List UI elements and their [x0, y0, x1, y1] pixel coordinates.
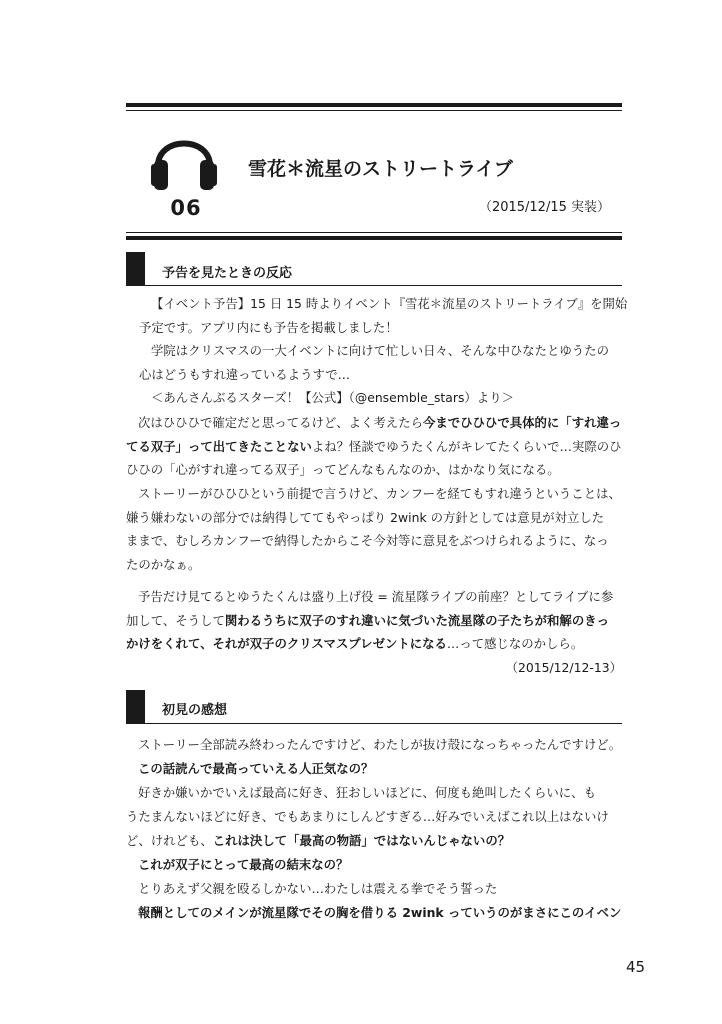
paragraph-line: ストーリー全部読み終わったんですけど、わたしが抜け殻になっちゃったんですけど。	[138, 737, 622, 752]
paragraph	[126, 482, 621, 576]
paragraph-line: この話読んで最高っていえる人正気なの？	[138, 761, 374, 776]
paragraph-line: ど、けれども、これは決して「最高の物語」ではないんじゃないの？	[126, 833, 511, 848]
paragraph-line: ひひの「心がすれ違ってる双子」ってどんなもんなのか、はかなり気になる。	[126, 462, 560, 477]
paragraph-line: てる双子」って出てきたことないよね？怪談でゆうたくんがキレてたくらいで…実際のひ	[126, 438, 622, 454]
quote-source: ＜あんさんぶるスターズ！【公式】（@ensemble_stars）より＞	[151, 390, 514, 405]
header-rule-top-thick	[126, 103, 622, 107]
section-marker	[126, 690, 145, 724]
paragraph-line: 次はひひひで確定だと思ってるけど、よく考えたら今までひひひで具体的に「すれ違っ	[138, 415, 622, 430]
paragraph-line: かけをくれて、それが双子のクリスマスプレゼントになる…って感じなのかしら。	[126, 636, 584, 651]
section-heading: 予告を見たときの反応	[162, 266, 293, 281]
paragraph	[126, 411, 622, 482]
headphones-icon	[150, 126, 218, 192]
quote-line: 【イベント予告】15 日 15 時よりイベント『雪花＊流星のストリートライブ』を開始	[151, 296, 628, 311]
paragraph-line: 嫌う嫌わないの部分では納得しててもやっぱり 2wink の方針としては意見が対立した	[126, 509, 605, 525]
header-rule-bottom-thin	[126, 232, 622, 233]
section-underline	[145, 285, 622, 286]
page-number: 45	[626, 958, 646, 976]
chapter-number: 06	[170, 196, 202, 220]
paragraph-line: 好きか嫌いかでいえば最高に好き、狂おしいほどに、何度も絶叫したくらいに、も	[138, 785, 596, 800]
announcement-quote	[139, 292, 628, 410]
entry-date: （2015/12/12-13）	[505, 660, 622, 675]
section-heading: 初見の感想	[162, 703, 228, 718]
quote-line: 学院はクリスマスの一大イベントに向けて忙しい日々、そんな中ひなたとゆうたの	[151, 343, 609, 358]
header-rule-bottom-thick	[126, 236, 622, 240]
quote-line: 予定です。アプリ内にも予告を掲載しました！	[139, 319, 398, 335]
paragraph-line: ストーリーがひひひという前提で言うけど、カンフーを経てもすれ違うということは、	[138, 486, 621, 501]
quote-line: 心はどうもすれ違っているようすで…	[139, 366, 351, 382]
paragraph-line: 加して、そうして関わるうちに双子のすれ違いに気づいた流星隊の子たちが和解のきっ	[126, 612, 609, 628]
paragraph-line: ままで、むしろカンフーで納得したからこそ今対等に意見をぶつけられるように、なっ	[126, 533, 609, 548]
paragraph-line: とりあえず父親を殴るしかない…わたしは震える拳でそう誓った	[138, 881, 498, 896]
paragraph-line: たのかなぁ。	[126, 556, 201, 572]
paragraph-line: 予告だけ見てるとゆうたくんは盛り上げ役 = 流星隊ライブの前座？としてライブに参	[138, 589, 614, 604]
paragraph	[126, 585, 614, 656]
paragraph-line: うたまんないほどに好き、でもあまりにしんどすぎる…好みでいえばこれ以上はないけ	[126, 809, 609, 824]
section-underline	[145, 723, 622, 724]
implementation-date: （2015/12/15 実装）	[478, 200, 610, 215]
paragraph-line: 報酬としてのメインが流星隊でその胸を借りる 2wink っていうのがまさにこのイベン	[138, 905, 622, 920]
chapter-title: 雪花＊流星のストリートライブ	[248, 158, 513, 180]
header-rule-top-thin	[126, 110, 622, 111]
paragraph	[126, 733, 622, 925]
section-marker	[126, 252, 145, 286]
paragraph-line: これが双子にとって最高の結末なの？	[138, 857, 349, 872]
